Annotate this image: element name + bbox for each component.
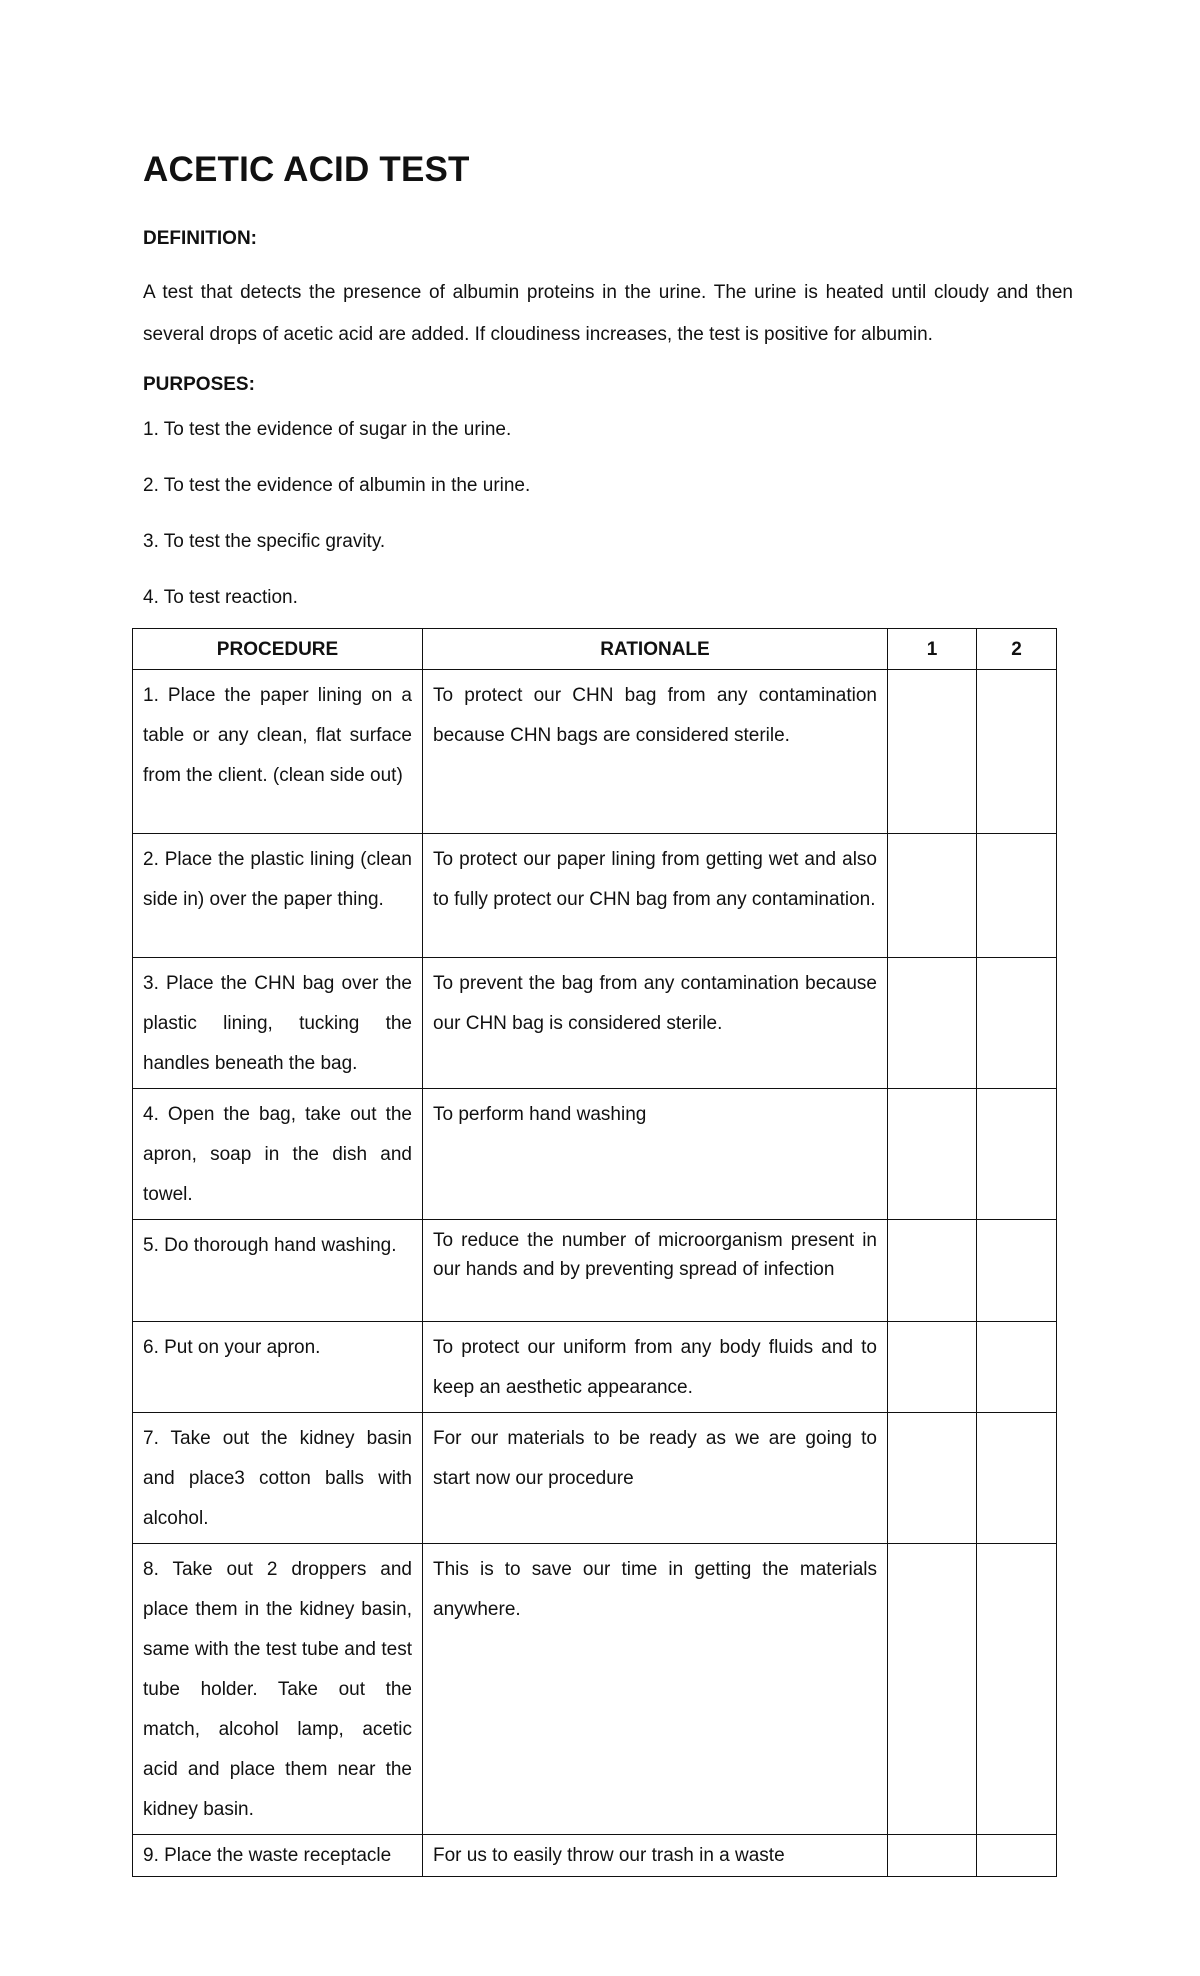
header-rationale: RATIONALE — [423, 629, 888, 670]
score-cell-1[interactable] — [888, 1089, 977, 1220]
score-cell-2[interactable] — [977, 1413, 1057, 1544]
purposes-list — [143, 418, 1073, 610]
purpose-item: 2. To test the evidence of albumin in the urine. — [143, 475, 531, 496]
rationale-cell — [423, 1322, 888, 1413]
score-cell-1[interactable] — [888, 1413, 977, 1544]
procedure-cell — [133, 958, 423, 1089]
rationale-cell — [423, 1413, 888, 1544]
rationale-text: To prevent the bag from any contamination because our CHN bag is considered sterile. — [433, 973, 877, 1034]
table-row — [133, 958, 1057, 1089]
score-cell-2[interactable] — [977, 1089, 1057, 1220]
score-cell-2[interactable] — [977, 834, 1057, 958]
procedure-cell — [133, 1835, 423, 1877]
procedure-cell — [133, 1322, 423, 1413]
rationale-text: For us to easily throw our trash in a waste — [433, 1845, 785, 1866]
rationale-cell — [423, 1544, 888, 1835]
procedure-cell — [133, 1544, 423, 1835]
table-row — [133, 670, 1057, 834]
purposes-heading: PURPOSES: — [143, 374, 255, 395]
procedure-cell — [133, 1089, 423, 1220]
table-row — [133, 1089, 1057, 1220]
header-procedure: PROCEDURE — [133, 629, 423, 670]
procedure-table — [132, 628, 1057, 1877]
document-title: ACETIC ACID TEST — [143, 150, 470, 189]
procedure-text: 4. Open the bag, take out the apron, soap in the dish and towel. — [143, 1104, 412, 1205]
header-score-1: 1 — [888, 629, 977, 670]
procedure-text: 9. Place the waste receptacle — [143, 1845, 392, 1866]
table-row — [133, 1544, 1057, 1835]
definition-heading: DEFINITION: — [143, 228, 257, 249]
rationale-text: This is to save our time in getting the materials anywhere. — [433, 1559, 877, 1620]
score-cell-2[interactable] — [977, 1835, 1057, 1877]
rationale-text: For our materials to be ready as we are going to start now our procedure — [433, 1428, 877, 1489]
rationale-cell — [423, 834, 888, 958]
procedure-cell — [133, 1413, 423, 1544]
procedure-cell — [133, 834, 423, 958]
score-cell-1[interactable] — [888, 1544, 977, 1835]
score-cell-2[interactable] — [977, 958, 1057, 1089]
purpose-item: 1. To test the evidence of sugar in the urine. — [143, 419, 512, 440]
rationale-text: To protect our uniform from any body fluids and to keep an aesthetic appearance. — [433, 1337, 877, 1398]
document-page — [143, 150, 1073, 642]
rationale-cell — [423, 1220, 888, 1322]
purpose-item: 4. To test reaction. — [143, 587, 298, 608]
rationale-text: To perform hand washing — [433, 1104, 647, 1125]
rationale-cell — [423, 670, 888, 834]
table-row — [133, 1220, 1057, 1322]
score-cell-1[interactable] — [888, 670, 977, 834]
score-cell-2[interactable] — [977, 1544, 1057, 1835]
definition-text: A test that detects the presence of albumin proteins in the urine. The urine is heated until cloudy and then several drops of acetic acid are added. If cloudiness increases, the test is positive for albumin. — [143, 282, 1073, 345]
score-cell-1[interactable] — [888, 1835, 977, 1877]
score-cell-1[interactable] — [888, 958, 977, 1089]
score-cell-1[interactable] — [888, 834, 977, 958]
rationale-cell — [423, 958, 888, 1089]
procedure-text: 2. Place the plastic lining (clean side in) over the paper thing. — [143, 849, 412, 910]
procedure-text: 1. Place the paper lining on a table or any clean, flat surface from the client. (clean side out) — [143, 685, 412, 786]
procedure-text: 5. Do thorough hand washing. — [143, 1235, 397, 1256]
procedure-cell — [133, 670, 423, 834]
table-header-row — [133, 629, 1057, 670]
rationale-text: To protect our CHN bag from any contamination because CHN bags are considered sterile. — [433, 685, 877, 746]
score-cell-1[interactable] — [888, 1322, 977, 1413]
procedure-text: 7. Take out the kidney basin and place3 cotton balls with alcohol. — [143, 1428, 412, 1529]
score-cell-2[interactable] — [977, 1220, 1057, 1322]
table-row — [133, 1322, 1057, 1413]
score-cell-2[interactable] — [977, 1322, 1057, 1413]
procedure-cell — [133, 1220, 423, 1322]
procedure-text: 3. Place the CHN bag over the plastic lining, tucking the handles beneath the bag. — [143, 973, 412, 1074]
table-row — [133, 834, 1057, 958]
procedure-text: 6. Put on your apron. — [143, 1337, 321, 1358]
rationale-text: To protect our paper lining from getting wet and also to fully protect our CHN bag from any contamination. — [433, 849, 877, 910]
purpose-item: 3. To test the specific gravity. — [143, 531, 386, 552]
rationale-text: To reduce the number of microorganism present in our hands and by preventing spread of infection — [433, 1230, 877, 1280]
table-row — [133, 1413, 1057, 1544]
table-row — [133, 1835, 1057, 1877]
score-cell-1[interactable] — [888, 1220, 977, 1322]
header-score-2: 2 — [977, 629, 1057, 670]
score-cell-2[interactable] — [977, 670, 1057, 834]
rationale-cell — [423, 1835, 888, 1877]
procedure-text: 8. Take out 2 droppers and place them in the kidney basin, same with the test tube and test tube holder. Take out the match, alcohol lamp, acetic acid and place them near the kidney basin. — [143, 1559, 412, 1820]
rationale-cell — [423, 1089, 888, 1220]
